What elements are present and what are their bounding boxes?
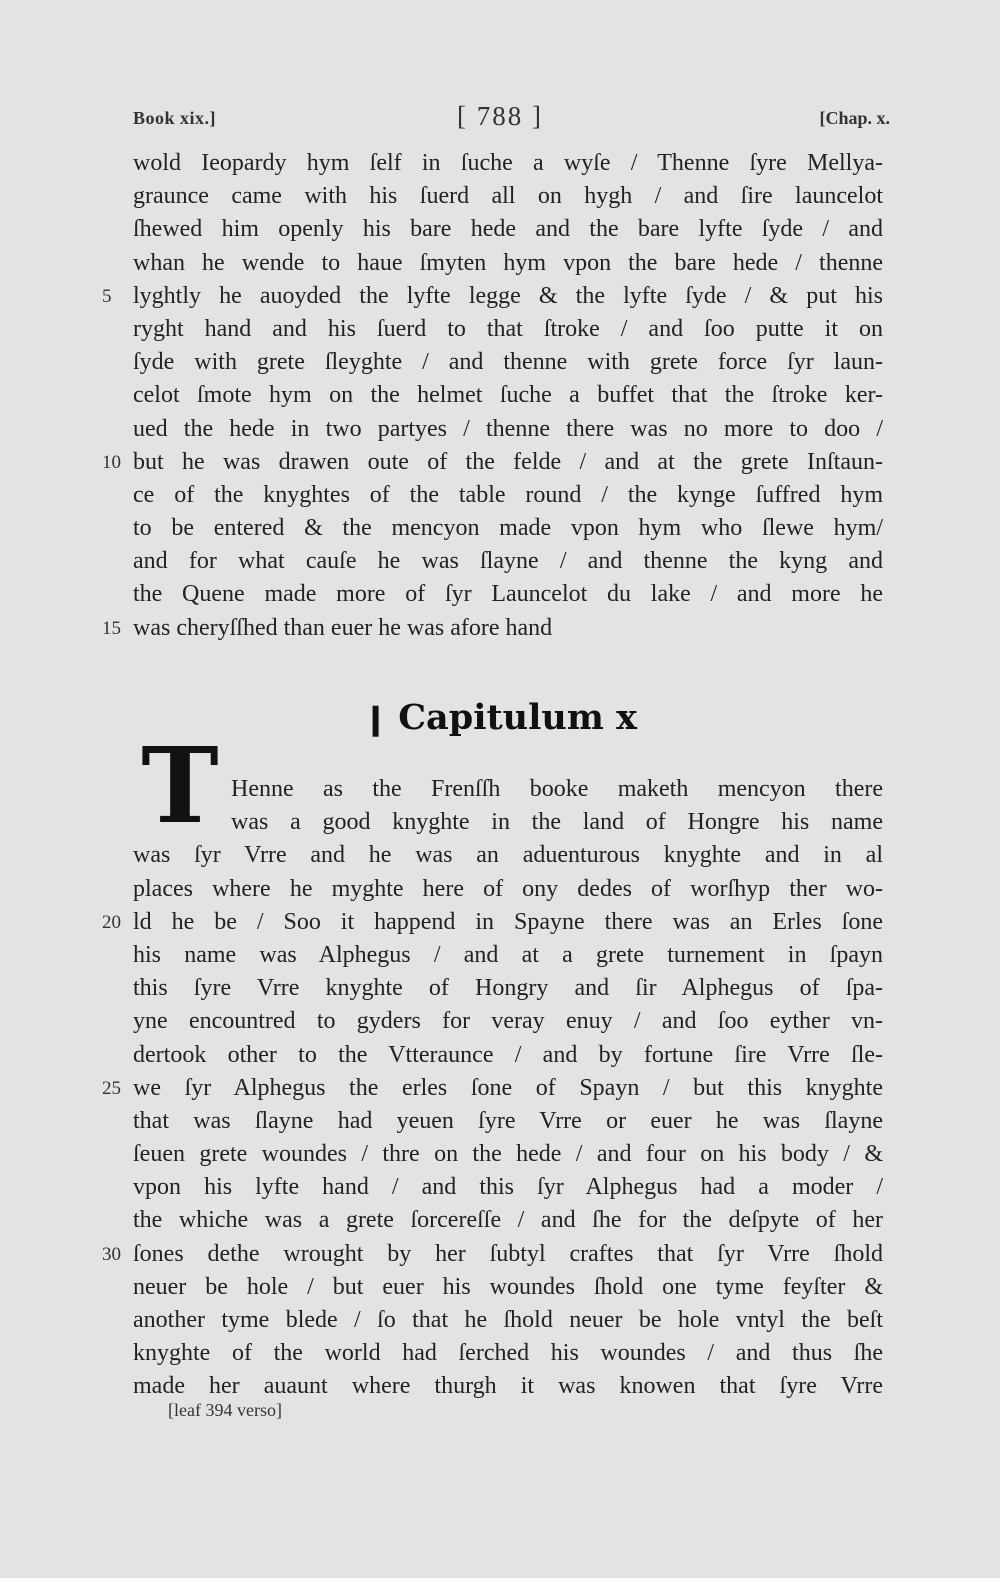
text-line: Henne as the Frenſſh booke maketh mencyon there (231, 776, 883, 802)
text-line: was cheryſſhed than euer he was afore hand (133, 614, 553, 641)
text-line: and for what cauſe he was ſlayne / and thenne the kyng and (133, 548, 883, 575)
text-line: lyghtly he auoyded the lyfte legge & the lyfte ſyde / & put his (133, 282, 883, 309)
running-head-book: Book xix.] (133, 108, 217, 128)
text-line: was a good knyghte in the land of Hongre his name (231, 809, 883, 836)
text-line: that was ſlayne had yeuen ſyre Vrre or euer he was ſlayne (133, 1107, 883, 1134)
text-line: knyghte of the world had ſerched his woundes / and thus ſhe (133, 1340, 883, 1367)
text-line: ryght hand and his ſuerd to that ſtroke / and ſoo putte it on (133, 315, 883, 342)
text-line: dertook other to the Vtteraunce / and by fortune ſire Vrre ſle- (133, 1041, 883, 1068)
running-head-chapter: [Chap. x. (819, 108, 890, 128)
text-line: another tyme blede / ſo that he ſhold neuer be hole vntyl the beſt (133, 1307, 883, 1333)
text-line: yne encountred to gyders for veray enuy / and ſoo eyther vn- (133, 1008, 883, 1035)
text-line: but he was drawen oute of the felde / and at the grete Inſtaun- (133, 448, 883, 475)
text-line: vpon his lyfte hand / and this ſyr Alphegus had a moder / (133, 1174, 883, 1201)
text-line: ſhewed him openly his bare hede and the bare lyfte ſyde / and (133, 216, 883, 243)
text-line: the Quene made more of ſyr Launcelot du lake / and more he (133, 581, 883, 608)
text-line: ſones dethe wrought by her ſubtyl craftes that ſyr Vrre ſhold (133, 1240, 883, 1267)
text-line: ſeuen grete woundes / thre on the hede / and four on his body / & (133, 1141, 883, 1168)
text-line-numbered (102, 612, 883, 645)
paragraph-mark-icon: ❙ (363, 702, 389, 737)
text-line: ce of the knyghtes of the table round / the kynge ſuffred hym (133, 481, 883, 508)
text-line-numbered (102, 446, 883, 479)
text-line: celot ſmote hym on the helmet ſuche a buffet that the ſtroke ker- (133, 382, 883, 409)
page-number: [ 788 ] (457, 101, 543, 131)
text-line: graunce came with his ſuerd all on hygh / and ſire launcelot (133, 183, 883, 210)
text-line: neuer be hole / but euer his woundes ſhold one tyme feyſter & (133, 1273, 883, 1300)
line-number: 15 (102, 617, 121, 639)
text-line-numbered (102, 1072, 883, 1105)
text-line: whan he wende to haue ſmyten hym vpon the bare hede / thenne (133, 249, 883, 276)
text-line-numbered (102, 906, 883, 939)
text-line: ſyde with grete ſleyghte / and thenne with grete force ſyr laun- (133, 349, 883, 376)
chapter-title: Capitulum x (398, 697, 637, 738)
text-line: the whiche was a grete ſorcereſſe / and ſhe for the deſpyte of her (133, 1207, 883, 1234)
text-line-numbered (102, 1238, 883, 1271)
top-text-block (102, 147, 883, 645)
line-number: 10 (102, 451, 121, 473)
chapter-text-block (102, 773, 883, 1404)
text-line: made her auaunt where thurgh it was knowen that ſyre Vrre (133, 1373, 883, 1400)
text-line: to be entered & the mencyon made vpon hym who ſlewe hym/ (133, 515, 883, 542)
text-line: ued the hede in two partyes / thenne there was no more to doo / (133, 415, 883, 442)
text-line: wold Ieopardy hym ſelf in ſuche a wyſe / Thenne ſyre Mellya- (133, 150, 883, 176)
text-line: this ſyre Vrre knyghte of Hongry and ſir Alphegus of ſpa- (133, 975, 883, 1002)
drop-cap: T (141, 724, 219, 847)
leaf-reference: [leaf 394 verso] (168, 1400, 282, 1420)
line-number: 25 (102, 1077, 121, 1099)
line-number: 20 (102, 911, 121, 933)
text-line: was ſyr Vrre and he was an aduenturous knyghte and in al (133, 842, 883, 869)
line-number: 5 (102, 285, 112, 307)
text-line: ld he be / Soo it happend in Spayne there was an Erles ſone (133, 908, 883, 935)
text-line: we ſyr Alphegus the erles ſone of Spayn / but this knyghte (133, 1074, 883, 1101)
text-line: places where he myghte here of ony dedes of worſhyp ther wo- (133, 875, 883, 902)
line-number: 30 (102, 1243, 121, 1265)
text-line-numbered (102, 280, 883, 313)
text-line: his name was Alphegus / and at a grete turnement in ſpayn (133, 941, 883, 968)
